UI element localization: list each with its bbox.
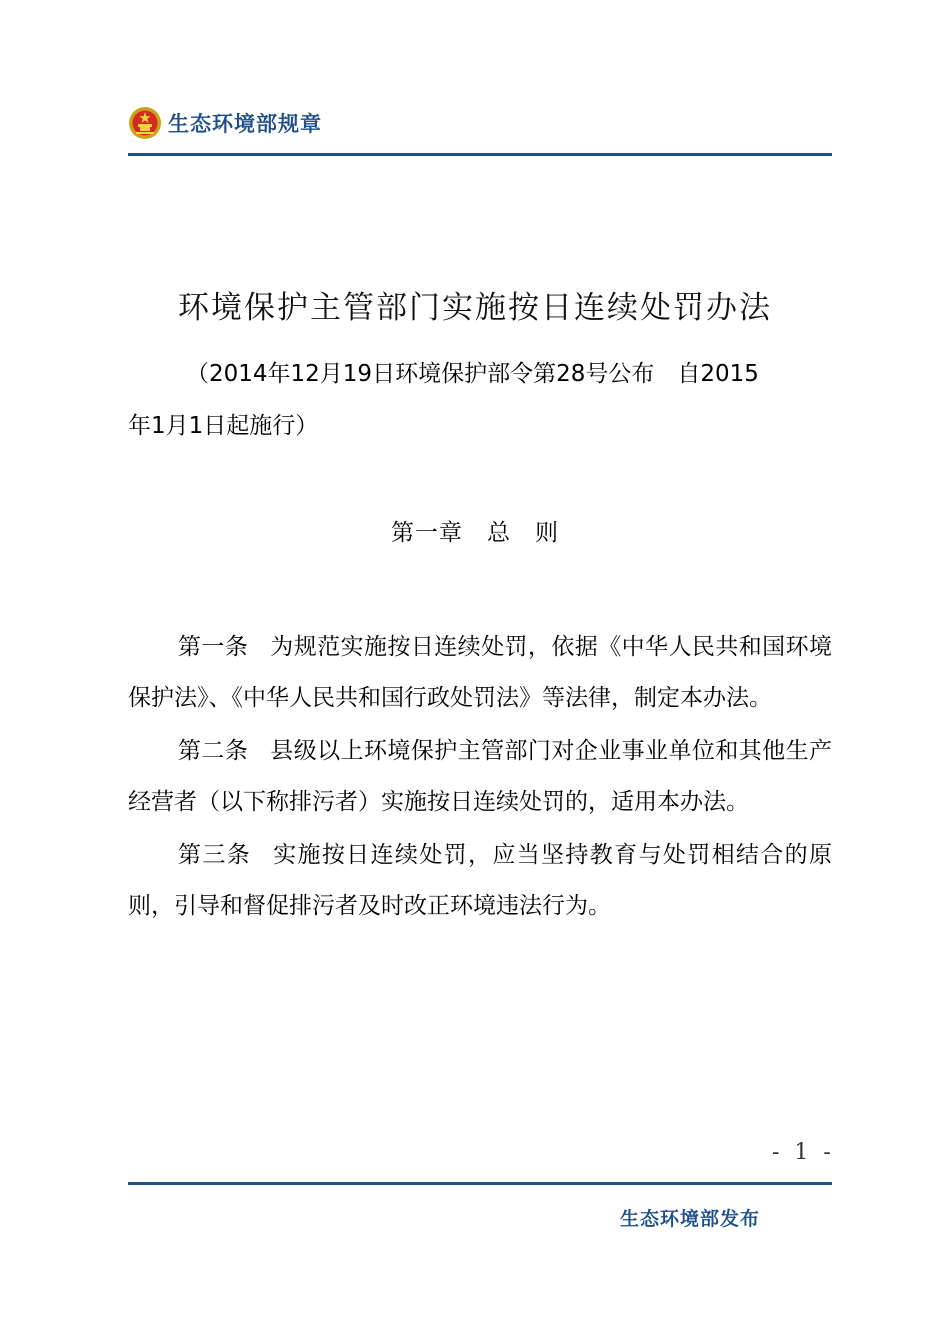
header-title: 生态环境部规章: [168, 112, 322, 136]
article-3: [128, 830, 832, 932]
article-text: 实施按日连续处罚，应当坚持教育与处罚相结合的原则，引导和督促排污者及时改正环境违法行为。: [128, 842, 833, 919]
article-list: [128, 622, 832, 934]
article-text: 为规范实施按日连续处罚，依据《中华人民共和国环境保护法》、《中华人民共和国行政处罚法》等法律，制定本办法。: [128, 634, 833, 711]
chapter-heading: 第一章 总 则: [391, 520, 559, 546]
promulgation-note: [128, 348, 832, 452]
national-emblem-icon: [128, 106, 162, 140]
footer-rule: [128, 1182, 832, 1185]
promulgation-line-1: （2014年12月19日环境保护部令第28号公布 自2015: [186, 361, 759, 387]
article-label: 第二条: [178, 738, 249, 764]
article-label: 第一条: [178, 634, 249, 660]
article-label: 第三条: [178, 842, 252, 868]
article-text: 县级以上环境保护主管部门对企业事业单位和其他生产经营者（以下称排污者）实施按日连续处罚的，适用本办法。: [128, 738, 833, 815]
article-2: [128, 726, 832, 828]
page-header: [128, 100, 322, 146]
article-1: [128, 622, 832, 724]
header-rule: [128, 153, 832, 156]
page-number: - 1 -: [772, 1140, 835, 1165]
footer-publisher: 生态环境部发布: [620, 1208, 761, 1230]
document-title: 环境保护主管部门实施按日连续处罚办法: [178, 290, 772, 326]
promulgation-line-2: 年1月1日起施行）: [128, 413, 319, 439]
